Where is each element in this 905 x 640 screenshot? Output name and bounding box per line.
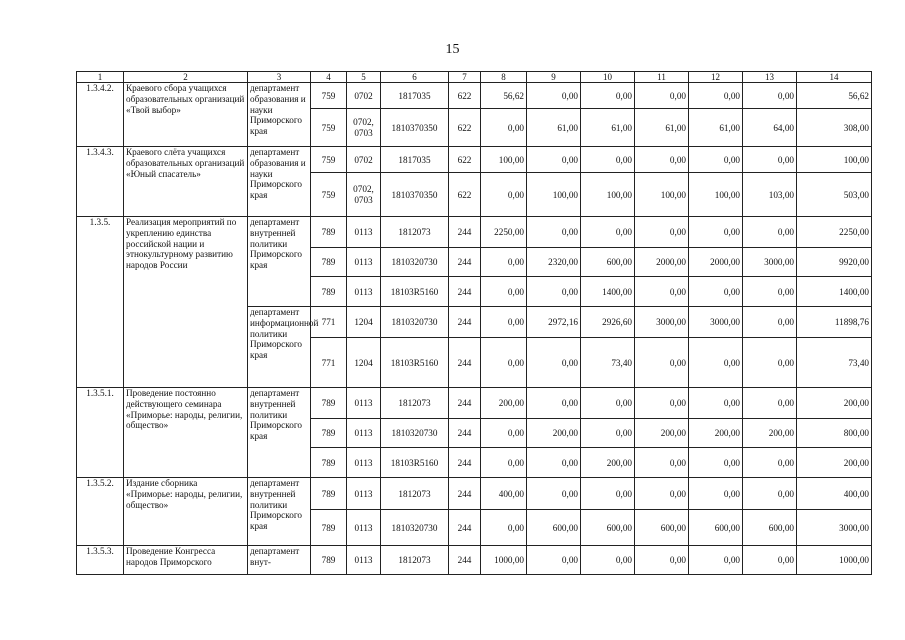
row-executor: департамент внутренней политики Приморского края	[248, 217, 311, 307]
cell: 0,00	[581, 546, 635, 575]
cell: 0,00	[527, 478, 581, 510]
cell: 0,00	[581, 147, 635, 173]
cell: 0113	[347, 388, 381, 419]
cell: 0,00	[743, 307, 797, 338]
cell: 0,00	[635, 478, 689, 510]
cell: 2000,00	[635, 248, 689, 277]
row-executor: департамент внутренней политики Приморского края	[248, 478, 311, 546]
cell: 0702	[347, 147, 381, 173]
column-header: 1	[77, 72, 124, 83]
cell: 200,00	[689, 419, 743, 448]
cell: 56,62	[481, 83, 527, 109]
cell: 64,00	[743, 109, 797, 147]
cell: 600,00	[689, 510, 743, 546]
cell: 11898,76	[797, 307, 872, 338]
cell: 1812073	[381, 217, 449, 248]
column-header: 13	[743, 72, 797, 83]
cell: 1812073	[381, 388, 449, 419]
row-executor: департамент образования и науки Приморского края	[248, 83, 311, 147]
cell: 0702, 0703	[347, 173, 381, 217]
cell: 73,40	[797, 338, 872, 388]
cell: 0,00	[743, 478, 797, 510]
cell: 3000,00	[797, 510, 872, 546]
cell: 0,00	[689, 338, 743, 388]
cell: 100,00	[689, 173, 743, 217]
column-header: 12	[689, 72, 743, 83]
cell: 61,00	[581, 109, 635, 147]
cell: 0,00	[527, 277, 581, 307]
cell: 789	[311, 277, 347, 307]
cell: 0113	[347, 419, 381, 448]
column-header: 7	[449, 72, 481, 83]
cell: 200,00	[635, 419, 689, 448]
cell: 789	[311, 510, 347, 546]
cell: 0,00	[581, 478, 635, 510]
cell: 600,00	[581, 248, 635, 277]
cell: 0,00	[743, 448, 797, 478]
cell: 0,00	[481, 338, 527, 388]
row-name: Проведение Конгресса народов Приморского	[124, 546, 248, 575]
cell: 2000,00	[689, 248, 743, 277]
cell: 0,00	[743, 83, 797, 109]
row-name: Краевого слёта учащихся образовательных организаций «Юный спасатель»	[124, 147, 248, 217]
cell: 789	[311, 448, 347, 478]
cell: 0,00	[581, 388, 635, 419]
row-name: Издание сборника «Приморье: народы, религии, общество»	[124, 478, 248, 546]
cell: 3000,00	[635, 307, 689, 338]
cell: 56,62	[797, 83, 872, 109]
cell: 0,00	[689, 147, 743, 173]
cell: 622	[449, 173, 481, 217]
cell: 759	[311, 147, 347, 173]
cell: 1810370350	[381, 173, 449, 217]
cell: 771	[311, 338, 347, 388]
cell: 400,00	[481, 478, 527, 510]
cell: 0,00	[689, 277, 743, 307]
header-row	[77, 72, 872, 83]
cell: 503,00	[797, 173, 872, 217]
cell: 789	[311, 217, 347, 248]
cell: 18103R5160	[381, 338, 449, 388]
row-executor: департамент образования и науки Приморского края	[248, 147, 311, 217]
column-header: 14	[797, 72, 872, 83]
cell: 800,00	[797, 419, 872, 448]
cell: 0,00	[581, 83, 635, 109]
cell: 1817035	[381, 83, 449, 109]
cell: 244	[449, 248, 481, 277]
cell: 0,00	[581, 419, 635, 448]
cell: 0,00	[743, 277, 797, 307]
cell: 1810320730	[381, 248, 449, 277]
cell: 0,00	[635, 147, 689, 173]
cell: 789	[311, 248, 347, 277]
cell: 0,00	[481, 448, 527, 478]
cell: 0,00	[743, 217, 797, 248]
cell: 789	[311, 388, 347, 419]
cell: 1204	[347, 307, 381, 338]
cell: 0,00	[481, 109, 527, 147]
cell: 0,00	[527, 338, 581, 388]
cell: 0,00	[635, 277, 689, 307]
column-header: 9	[527, 72, 581, 83]
cell: 0,00	[481, 173, 527, 217]
cell: 1810320730	[381, 510, 449, 546]
cell: 0,00	[635, 338, 689, 388]
cell: 0,00	[481, 248, 527, 277]
cell: 0,00	[527, 83, 581, 109]
cell: 9920,00	[797, 248, 872, 277]
cell: 0,00	[527, 388, 581, 419]
cell: 200,00	[797, 448, 872, 478]
cell: 103,00	[743, 173, 797, 217]
cell: 0,00	[743, 388, 797, 419]
cell: 0,00	[481, 510, 527, 546]
column-header: 2	[124, 72, 248, 83]
cell: 61,00	[689, 109, 743, 147]
cell: 244	[449, 448, 481, 478]
cell: 0113	[347, 277, 381, 307]
cell: 771	[311, 307, 347, 338]
cell: 789	[311, 546, 347, 575]
cell: 0,00	[635, 448, 689, 478]
cell: 600,00	[527, 510, 581, 546]
cell: 0702	[347, 83, 381, 109]
cell: 0,00	[635, 546, 689, 575]
cell: 244	[449, 277, 481, 307]
cell: 100,00	[581, 173, 635, 217]
cell: 244	[449, 338, 481, 388]
cell: 0,00	[689, 546, 743, 575]
cell: 2250,00	[481, 217, 527, 248]
cell: 1810320730	[381, 307, 449, 338]
cell: 0113	[347, 217, 381, 248]
cell: 0,00	[581, 217, 635, 248]
row-executor: департамент информационной политики Приморского края	[248, 307, 311, 388]
table-row	[77, 546, 872, 575]
row-code: 1.3.4.2.	[77, 83, 124, 147]
cell: 1812073	[381, 546, 449, 575]
cell: 0,00	[689, 388, 743, 419]
table-row	[77, 83, 872, 109]
cell: 759	[311, 109, 347, 147]
row-executor: департамент внут-	[248, 546, 311, 575]
column-header: 11	[635, 72, 689, 83]
cell: 1400,00	[581, 277, 635, 307]
cell: 244	[449, 546, 481, 575]
cell: 1400,00	[797, 277, 872, 307]
cell: 2972,16	[527, 307, 581, 338]
cell: 18103R5160	[381, 448, 449, 478]
cell: 0702, 0703	[347, 109, 381, 147]
table-row	[77, 217, 872, 248]
cell: 0,00	[527, 448, 581, 478]
cell: 789	[311, 478, 347, 510]
row-code: 1.3.5.2.	[77, 478, 124, 546]
cell: 200,00	[797, 388, 872, 419]
cell: 0,00	[481, 419, 527, 448]
cell: 308,00	[797, 109, 872, 147]
cell: 244	[449, 388, 481, 419]
cell: 0113	[347, 448, 381, 478]
cell: 1812073	[381, 478, 449, 510]
row-code: 1.3.5.1.	[77, 388, 124, 478]
cell: 759	[311, 83, 347, 109]
cell: 200,00	[581, 448, 635, 478]
cell: 622	[449, 147, 481, 173]
column-header: 6	[381, 72, 449, 83]
cell: 0,00	[689, 83, 743, 109]
cell: 600,00	[581, 510, 635, 546]
cell: 100,00	[481, 147, 527, 173]
row-executor: департамент внутренней политики Приморского края	[248, 388, 311, 478]
cell: 1000,00	[481, 546, 527, 575]
cell: 244	[449, 478, 481, 510]
cell: 3000,00	[743, 248, 797, 277]
cell: 0,00	[743, 338, 797, 388]
cell: 0113	[347, 510, 381, 546]
row-code: 1.3.5.	[77, 217, 124, 388]
column-header: 3	[248, 72, 311, 83]
cell: 1810320730	[381, 419, 449, 448]
cell: 18103R5160	[381, 277, 449, 307]
row-code: 1.3.4.3.	[77, 147, 124, 217]
cell: 244	[449, 307, 481, 338]
cell: 759	[311, 173, 347, 217]
cell: 100,00	[797, 147, 872, 173]
table-row	[77, 388, 872, 419]
cell: 61,00	[635, 109, 689, 147]
cell: 1204	[347, 338, 381, 388]
row-name: Проведение постоянно действующего семинара «Приморье: народы, религии, общество»	[124, 388, 248, 478]
cell: 600,00	[743, 510, 797, 546]
cell: 0,00	[481, 307, 527, 338]
row-code: 1.3.5.3.	[77, 546, 124, 575]
cell: 200,00	[481, 388, 527, 419]
cell: 0113	[347, 478, 381, 510]
table-row	[77, 147, 872, 173]
cell: 244	[449, 419, 481, 448]
budget-table	[76, 71, 872, 575]
cell: 200,00	[527, 419, 581, 448]
cell: 1000,00	[797, 546, 872, 575]
cell: 400,00	[797, 478, 872, 510]
cell: 0,00	[635, 388, 689, 419]
cell: 0,00	[481, 277, 527, 307]
cell: 200,00	[743, 419, 797, 448]
cell: 244	[449, 510, 481, 546]
cell: 0,00	[527, 147, 581, 173]
cell: 2320,00	[527, 248, 581, 277]
cell: 3000,00	[689, 307, 743, 338]
cell: 0,00	[689, 448, 743, 478]
cell: 0,00	[743, 546, 797, 575]
row-name: Реализация мероприятий по укреплению единства российской нации и этнокультурному развитию народов России	[124, 217, 248, 388]
cell: 622	[449, 83, 481, 109]
cell: 2250,00	[797, 217, 872, 248]
cell: 100,00	[635, 173, 689, 217]
row-name: Краевого сбора учащихся образовательных организаций «Твой выбор»	[124, 83, 248, 147]
cell: 1810370350	[381, 109, 449, 147]
column-header: 10	[581, 72, 635, 83]
column-header: 4	[311, 72, 347, 83]
cell: 61,00	[527, 109, 581, 147]
cell: 0,00	[689, 478, 743, 510]
cell: 100,00	[527, 173, 581, 217]
table-row	[77, 478, 872, 510]
cell: 244	[449, 217, 481, 248]
cell: 0,00	[743, 147, 797, 173]
cell: 1817035	[381, 147, 449, 173]
cell: 0,00	[635, 217, 689, 248]
cell: 600,00	[635, 510, 689, 546]
cell: 622	[449, 109, 481, 147]
cell: 0,00	[527, 217, 581, 248]
cell: 0,00	[635, 83, 689, 109]
cell: 0113	[347, 546, 381, 575]
cell: 0113	[347, 248, 381, 277]
cell: 0,00	[527, 546, 581, 575]
column-header: 8	[481, 72, 527, 83]
cell: 0,00	[689, 217, 743, 248]
cell: 789	[311, 419, 347, 448]
cell: 73,40	[581, 338, 635, 388]
cell: 2926,60	[581, 307, 635, 338]
column-header: 5	[347, 72, 381, 83]
page-number: 15	[445, 42, 460, 57]
